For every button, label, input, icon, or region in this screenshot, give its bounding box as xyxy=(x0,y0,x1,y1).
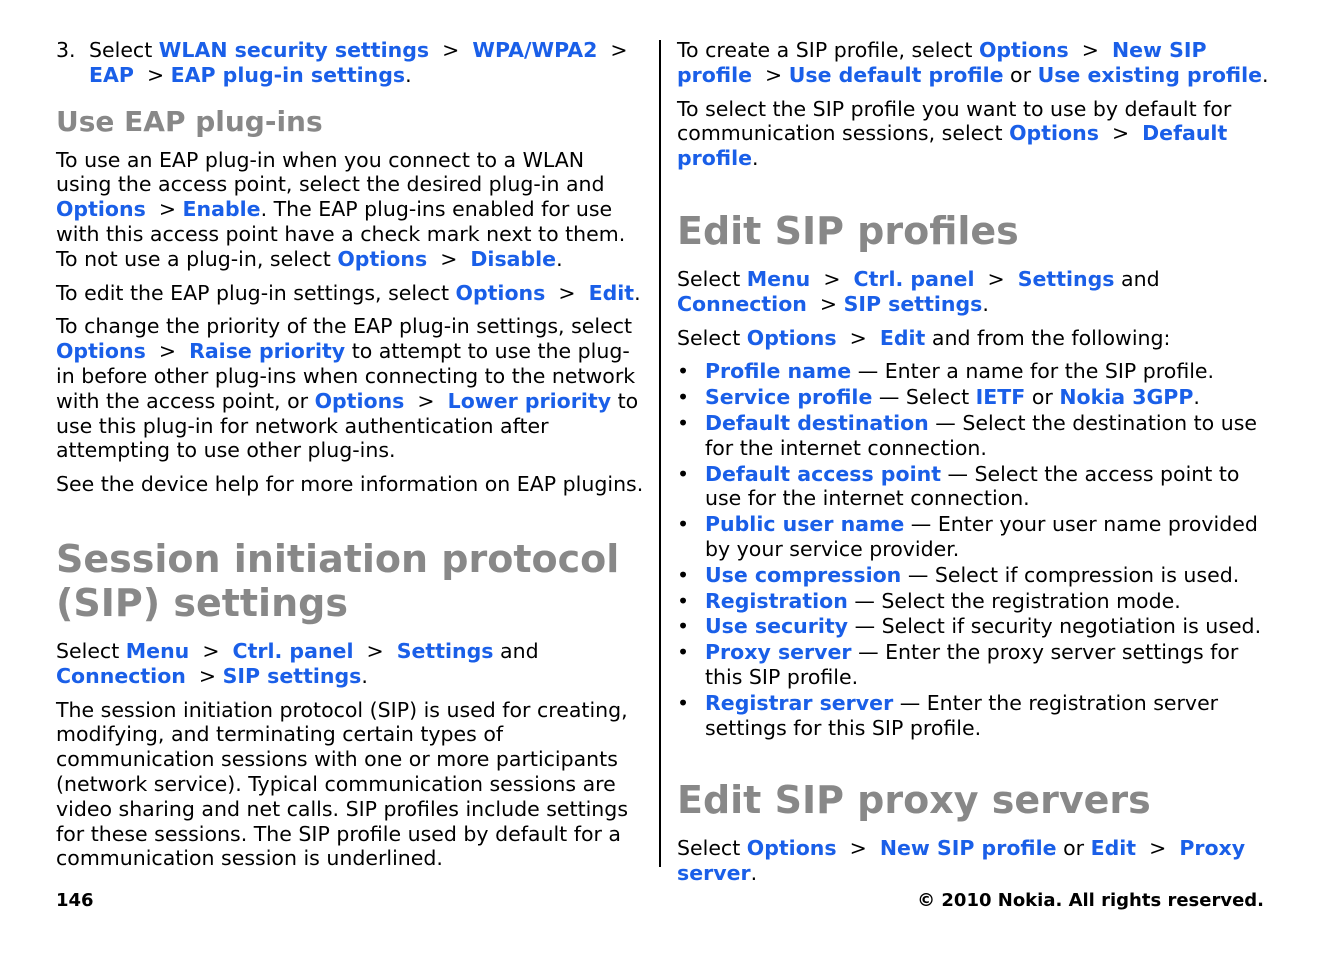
right-column xyxy=(677,38,1277,895)
link-service-profile[interactable]: Service profile xyxy=(705,385,873,410)
step-number: 3. xyxy=(56,38,76,62)
link-wpa-wpa2[interactable]: WPA/WPA2 xyxy=(472,38,598,62)
list-item: • Use security — Select if security negotiation is used. xyxy=(677,614,1277,639)
link-options[interactable]: Options xyxy=(56,339,146,364)
heading-sip-settings: Session initiation protocol (SIP) settings xyxy=(56,536,620,625)
link-use-existing-profile[interactable]: Use existing profile xyxy=(1037,62,1263,87)
link-sip-settings[interactable]: SIP settings xyxy=(843,291,983,316)
link-options[interactable]: Options xyxy=(314,388,405,413)
copyright-notice: © 2010 Nokia. All rights reserved. xyxy=(917,890,1264,911)
link-edit[interactable]: Edit xyxy=(1090,836,1137,861)
list-item: • Use compression — Select if compression is used. xyxy=(677,563,1277,588)
proxy-paragraph: Select Options > New SIP profile or Edit > Proxy server. xyxy=(677,836,1246,886)
link-use-compression[interactable]: Use compression xyxy=(705,562,902,587)
sip-paragraph-2: The session initiation protocol (SIP) is used for creating, modifying, and terminating certain types of communication sessions with one or more participants (network service). Typical communication sessions are video sharing and net calls. SIP profiles include settings for these sessions. The SIP profile used by default for a communication session is underlined. xyxy=(56,697,628,871)
edit-paragraph-2: Select Options > Edit and from the following: xyxy=(677,325,1171,350)
link-public-user-name[interactable]: Public user name xyxy=(705,512,905,537)
list-item: • Default destination — Select the destination to use for the internet connection. xyxy=(677,411,1277,461)
link-enable[interactable]: Enable xyxy=(182,197,261,222)
link-registrar-server[interactable]: Registrar server xyxy=(705,690,894,715)
sip-profile-settings-list xyxy=(677,359,1277,740)
eap-paragraph-2: To edit the EAP plug-in settings, select Options > Edit. xyxy=(56,280,641,305)
link-options[interactable]: Options xyxy=(337,246,428,271)
edit-paragraph-1: Select Menu > Ctrl. panel > Settings and Connection > SIP settings. xyxy=(677,266,1160,316)
link-proxy-server[interactable]: Proxy server xyxy=(677,836,1246,886)
link-ctrl-panel[interactable]: Ctrl. panel xyxy=(232,638,354,663)
link-options[interactable]: Options xyxy=(746,836,837,861)
list-item: • Proxy server — Enter the proxy server settings for this SIP profile. xyxy=(677,640,1277,690)
link-connection[interactable]: Connection xyxy=(677,291,807,316)
link-default-access-point[interactable]: Default access point xyxy=(705,461,941,486)
link-use-security[interactable]: Use security xyxy=(705,614,849,639)
link-menu[interactable]: Menu xyxy=(746,266,811,291)
list-item: • Registration — Select the registration mode. xyxy=(677,589,1277,614)
link-nokia-3gpp[interactable]: Nokia 3GPP xyxy=(1059,385,1194,410)
link-settings[interactable]: Settings xyxy=(1017,266,1115,291)
list-item: • Registrar server — Enter the registration server settings for this SIP profile. xyxy=(677,691,1277,741)
eap-paragraph-1: To use an EAP plug-in when you connect to a WLAN using the access point, select the desired plug-in and Options > Enable. The EAP plug-ins enabled for use with this access point have a check mark next to them. To not use a plug-in, select Options > Disable. xyxy=(56,147,626,271)
link-options[interactable]: Options xyxy=(978,38,1069,62)
link-lower-priority[interactable]: Lower priority xyxy=(447,388,612,413)
left-column xyxy=(56,38,646,880)
link-menu[interactable]: Menu xyxy=(125,638,190,663)
link-options[interactable]: Options xyxy=(56,197,146,222)
link-options[interactable]: Options xyxy=(746,325,837,350)
link-edit[interactable]: Edit xyxy=(588,280,635,305)
link-disable[interactable]: Disable xyxy=(470,246,557,271)
link-registration[interactable]: Registration xyxy=(705,588,848,613)
list-item: • Public user name — Enter your user name provided by your service provider. xyxy=(677,512,1277,562)
heading-use-eap-plugins: Use EAP plug-ins xyxy=(56,104,323,138)
link-profile-name[interactable]: Profile name xyxy=(705,359,852,384)
link-sip-settings[interactable]: SIP settings xyxy=(222,663,362,688)
link-new-sip-profile[interactable]: New SIP profile xyxy=(677,38,1207,87)
list-item: • Default access point — Select the access point to use for the internet connection. xyxy=(677,462,1277,512)
link-ietf[interactable]: IETF xyxy=(975,385,1026,410)
link-wlan-security-settings[interactable]: WLAN security settings xyxy=(158,38,430,62)
link-new-sip-profile[interactable]: New SIP profile xyxy=(879,836,1057,861)
column-divider xyxy=(659,40,661,867)
link-connection[interactable]: Connection xyxy=(56,663,186,688)
page-number: 146 xyxy=(56,890,94,911)
link-proxy-server[interactable]: Proxy server xyxy=(705,640,852,665)
list-item: • Service profile — Select IETF or Nokia 3GPP. xyxy=(677,385,1277,410)
step-3: 3. Select WLAN security settings > WPA/WPA2 > EAP > EAP plug-in settings. xyxy=(56,38,635,87)
create-profile-paragraph: To create a SIP profile, select Options > New SIP profile > Use default profile or Use existing profile. xyxy=(677,38,1269,87)
link-edit[interactable]: Edit xyxy=(879,325,926,350)
link-default-profile[interactable]: Default profile xyxy=(677,121,1228,171)
link-use-default-profile[interactable]: Use default profile xyxy=(788,62,1004,87)
link-options[interactable]: Options xyxy=(1009,121,1099,146)
link-settings[interactable]: Settings xyxy=(396,638,494,663)
link-default-destination[interactable]: Default destination xyxy=(705,410,929,435)
link-options[interactable]: Options xyxy=(455,280,546,305)
link-raise-priority[interactable]: Raise priority xyxy=(189,339,346,364)
heading-edit-sip-proxy-servers: Edit SIP proxy servers xyxy=(677,778,1151,823)
link-ctrl-panel[interactable]: Ctrl. panel xyxy=(853,266,975,291)
eap-paragraph-3: To change the priority of the EAP plug-in settings, select Options > Raise priority to attempt to use the plug-in before other plug-ins when connecting to the network with the access point, or Options > Lower priority to use this plug-in for network authentication after attempting to use other plug-ins. xyxy=(56,314,639,463)
link-eap[interactable]: EAP xyxy=(89,62,134,87)
default-profile-paragraph: To select the SIP profile you want to use by default for communication sessions, select Options > Default profile. xyxy=(677,96,1232,171)
eap-paragraph-4: See the device help for more information on EAP plugins. xyxy=(56,472,644,497)
heading-edit-sip-profiles: Edit SIP profiles xyxy=(677,208,1019,253)
sip-paragraph-1: Select Menu > Ctrl. panel > Settings and Connection > SIP settings. xyxy=(56,638,539,688)
list-item: • Profile name — Enter a name for the SIP profile. xyxy=(677,359,1277,384)
link-eap-plugin-settings[interactable]: EAP plug-in settings xyxy=(170,62,406,87)
